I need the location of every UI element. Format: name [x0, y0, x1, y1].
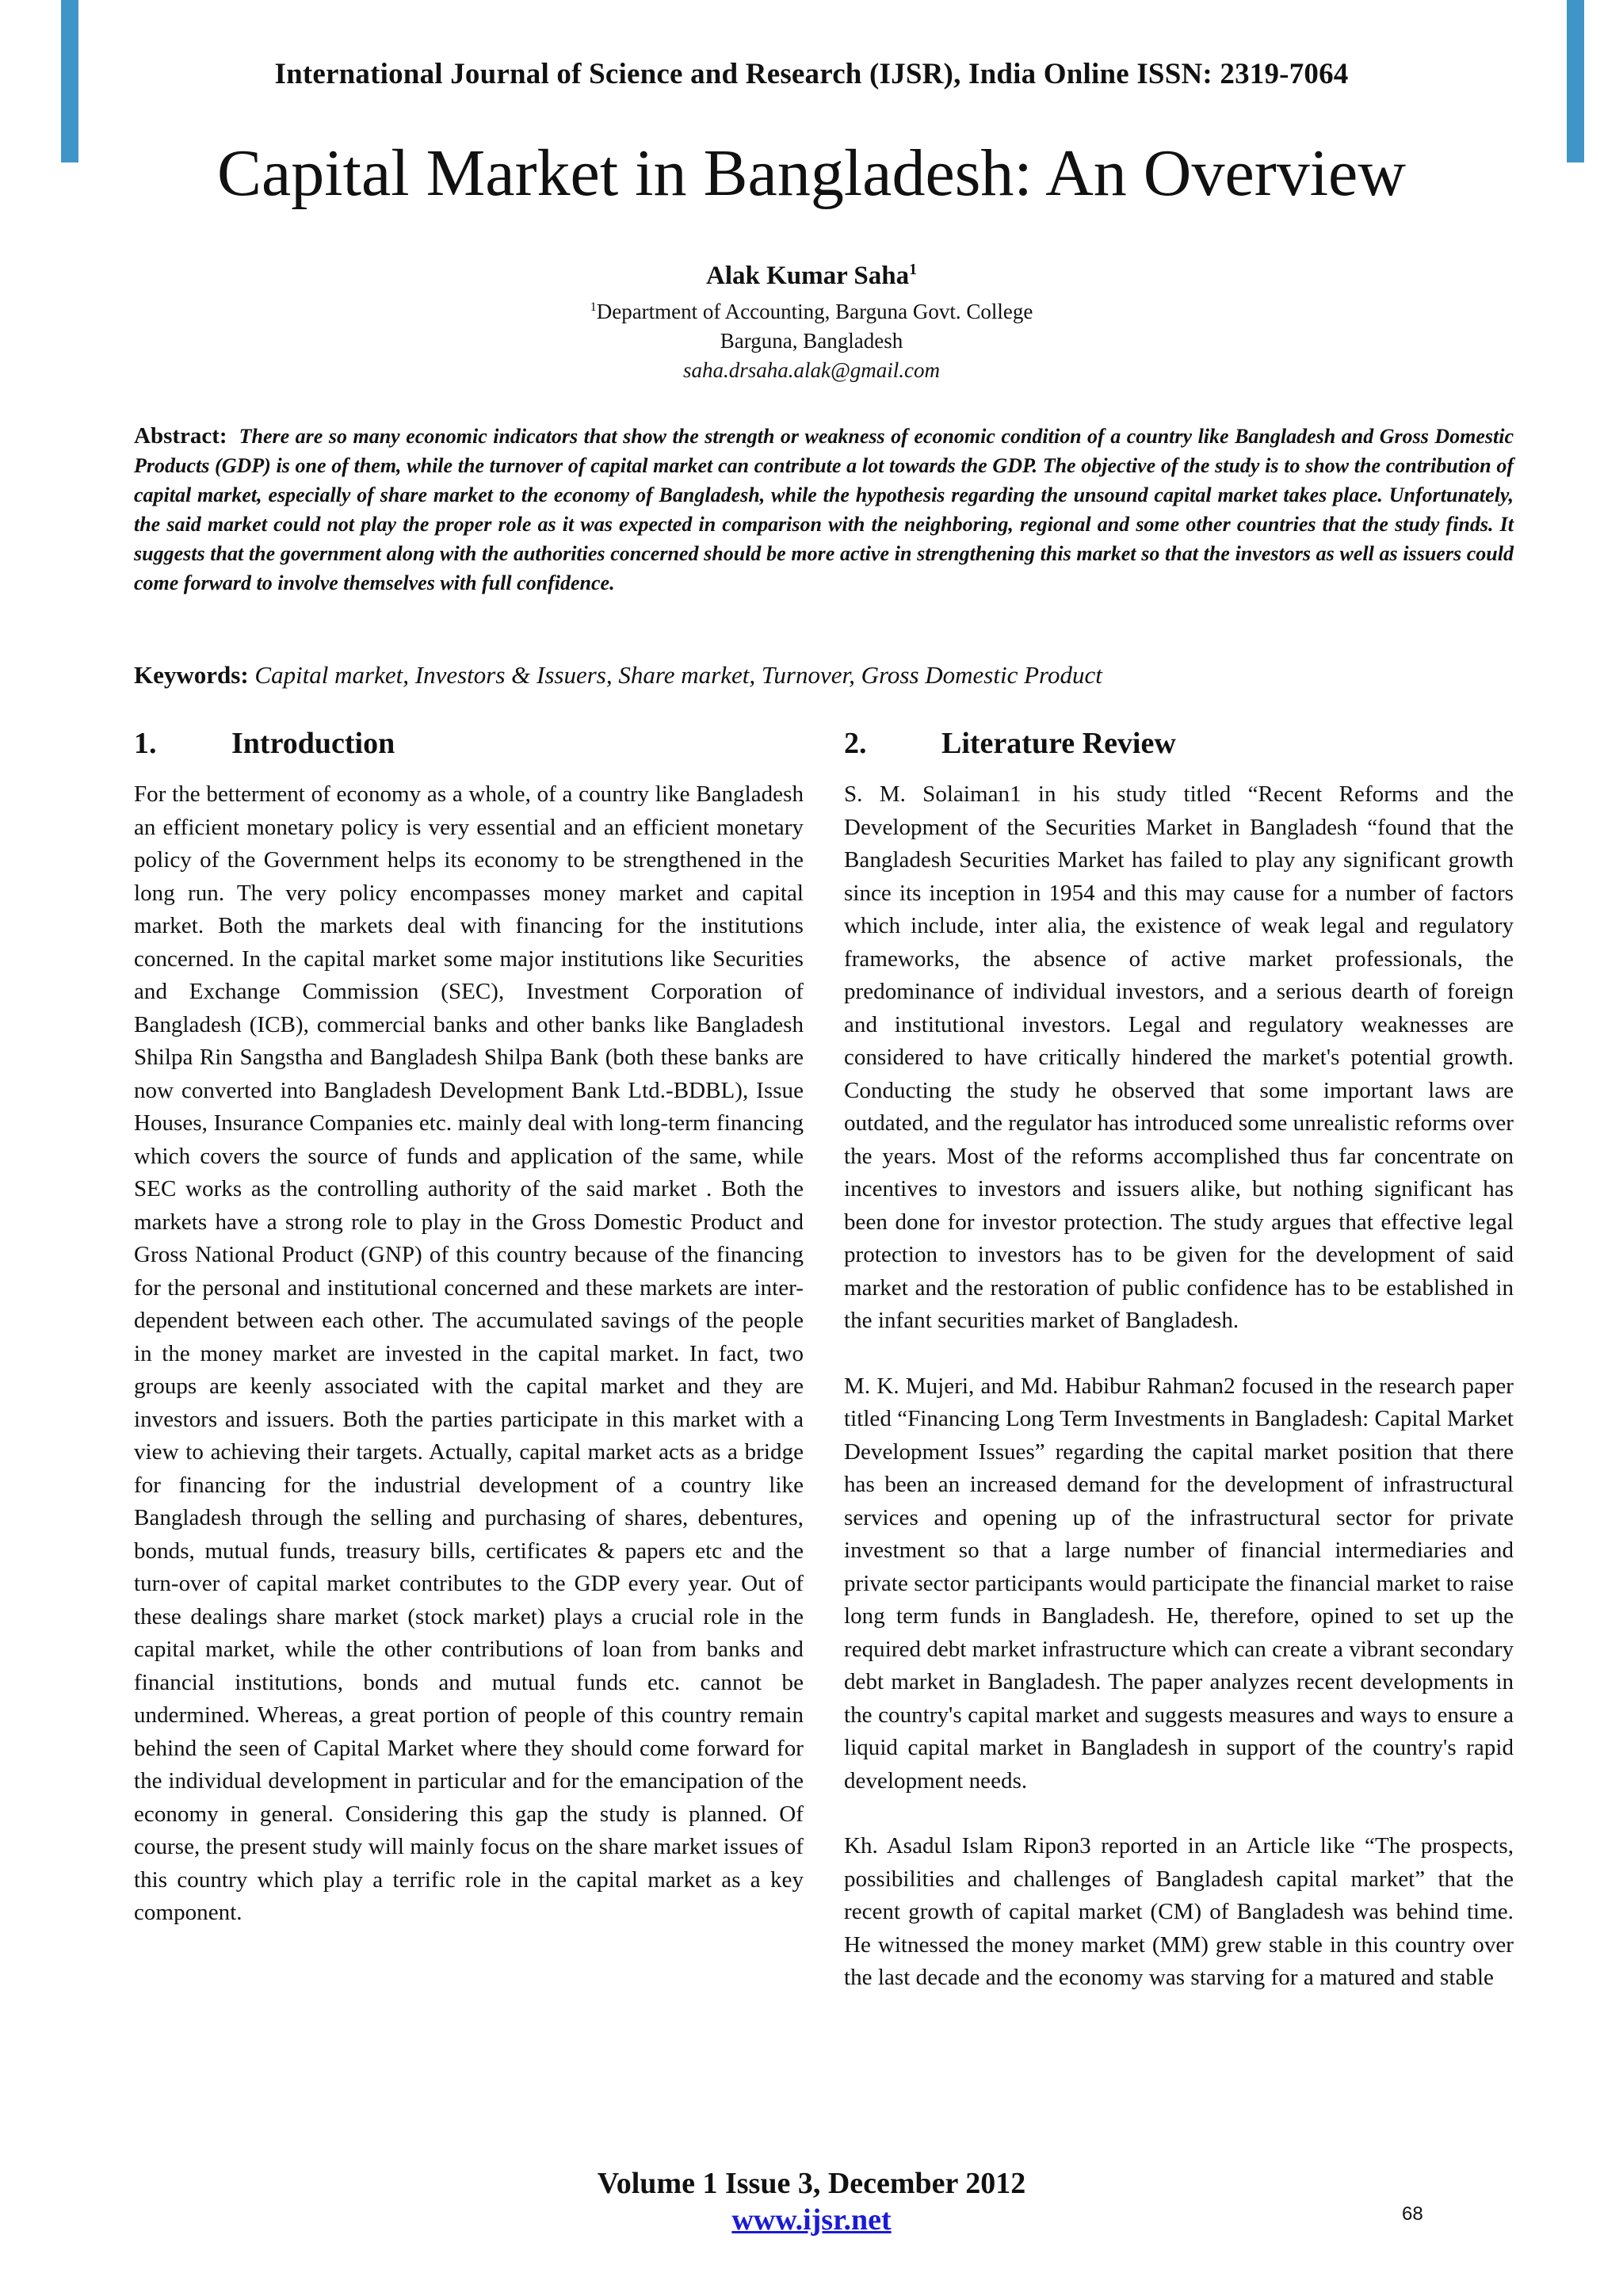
author-name-text: Alak Kumar Saha — [705, 262, 910, 290]
author-superscript: 1 — [909, 261, 917, 278]
volume-info: Volume 1 Issue 3, December 2012 — [597, 2167, 1026, 2200]
abstract-label: Abstract: — [134, 423, 227, 449]
department-line — [0, 297, 1623, 327]
keywords-text: Capital market, Investors & Issuers, Share market, Turnover, Gross Domestic Product — [254, 661, 1102, 689]
affiliation-block — [0, 297, 1623, 385]
section-heading-literature-review — [844, 726, 1514, 761]
paragraph: Kh. Asadul Islam Ripon3 reported in an Article like “The prospects, possibilities and challenges of Bangladesh capital market” that the recent growth of capital market (CM) of Bangladesh was behind time. He witnessed the money market (MM) grew stable in this country over the last decade and the economy was starving for a matured and stable — [844, 1833, 1514, 1990]
section-heading-introduction — [134, 726, 804, 761]
section-title: Introduction — [231, 727, 395, 760]
left-column — [134, 726, 804, 1962]
paragraph: For the betterment of economy as a whole, of a country like Bangladesh an efficient monetary policy is very essential and an efficient monetary policy of the Government helps its economy to be strengthened in the long run. The very policy encompasses money market and capital market. Both the markets deal with financing for the institutions concerned. In the capital market some major institutions like Securities and Exchange Commission (SEC), Investment Corporation of Bangladesh (ICB), commercial banks and other banks like Bangladesh Shilpa Rin Sangstha and Bangladesh Shilpa Bank (both these banks are now converted into Bangladesh Development Bank Ltd.-BDBL), Issue Houses, Insurance Companies etc. mainly deal with long-term financing which covers the source of funds and application of the same, while SEC works as the controlling authority of the said market . Both the markets have a strong role to play in the Gross Domestic Product and Gross National Product (GNP) of this country because of the financing for the personal and institutional concerned and these markets are inter-dependent between each other. The accumulated savings of the people in the money market are invested in the capital market. In fact, two groups are keenly associated with the capital market and they are investors and issuers. Both the parties participate in this market with a view to achieving their targets. Actually, capital market acts as a bridge for financing for the industrial development of a country like Bangladesh through the selling and purchasing of shares, debentures, bonds, mutual funds, treasury bills, certificates & papers etc and the turn-over of capital market contributes to the GDP every year. Out of these dealings share market (stock market) plays a crucial role in the capital market, while the other contributions of loan from banks and financial institutions, bonds and mutual funds etc. cannot be undermined. Whereas, a great portion of people of this country remain behind the seen of Capital Market where they should come forward for the individual development in particular and for the emancipation of the economy in general. Considering this gap the study is planned. Of course, the present study will mainly focus on the share market issues of this country which play a terrific role in the capital market as a key component. — [134, 781, 804, 1925]
author-email[interactable]: saha.drsaha.alak@gmail.com — [682, 358, 941, 382]
abstract — [134, 422, 1514, 598]
section-title: Literature Review — [941, 727, 1176, 760]
paragraph: M. K. Mujeri, and Md. Habibur Rahman2 focused in the research paper titled “Financing Long Term Investments in Bangladesh: Capital Market Development Issues” regarding the capital market position that there has been an increased demand for the development of infrastructural services and opening up of the infrastructural sector for private investment so that a large number of financial intermediaries and private sector participants would participate the financial market to raise long term funds in Bangladesh. He, therefore, opined to set up the required debt market infrastructure which can create a vibrant secondary debt market in Bangladesh. The paper analyzes recent developments in the country's capital market and suggests measures and ways to ensure a liquid capital market in Bangladesh in support of the country's rapid development needs. — [844, 1373, 1514, 1794]
journal-link[interactable]: www.ijsr.net — [731, 2203, 892, 2237]
affiliation-superscript: 1 — [590, 300, 597, 314]
department-text: Department of Accounting, Barguna Govt. College — [596, 300, 1033, 323]
location-line: Barguna, Bangladesh — [720, 329, 903, 353]
page-footer — [0, 2165, 1623, 2238]
keywords — [134, 659, 1514, 691]
paragraph: S. M. Solaiman1 in his study titled “Recent Reforms and the Development of the Securities Market in Bangladesh “found that the Bangladesh Securities Market has failed to play any significant growth since its inception in 1954 and this may cause for a number of factors which include, inter alia, the existence of weak legal and regulatory frameworks, the absence of active market professionals, the predominance of individual investors, and a serious dearth of foreign and institutional investors. Legal and regulatory weaknesses are considered to have critically hindered the market's potential growth. Conducting the study he observed that some important laws are outdated, and the regulator has introduced some unrealistic reforms over the years. Most of the reforms accomplished thus far concentrate on incentives to investors and issuers alike, but nothing significant has been done for investor protection. The study argues that effective legal protection to investors has to be given for the development of said market and the restoration of public confidence has to be established in the infant securities market of Bangladesh. — [844, 781, 1514, 1333]
author-name — [0, 262, 1623, 291]
journal-header: International Journal of Science and Research (IJSR), India Online ISSN: 2319-7064 — [274, 58, 1349, 90]
section-number: 2. — [844, 727, 867, 760]
paper-title: Capital Market in Bangladesh: An Overview — [217, 136, 1406, 210]
right-column — [844, 726, 1514, 2027]
abstract-text: There are so many economic indicators that show the strength or weakness of economic condition of a country like Bangladesh and Gross Domestic Products (GDP) is one of them, while the turnover of capital market can contribute a lot towards the GDP. The objective of the study is to show the contribution of capital market, especially of share market to the economy of Bangladesh, while the hypothesis regarding the unsound capital market takes place. Unfortunately, the said market could not play the proper role as it was expected in comparison with the neighboring, regional and some other countries that the study finds. It suggests that the government along with the authorities concerned should be more active in strengthening this market so that the investors as well as issuers could come forward to involve themselves with full confidence. — [134, 425, 1514, 594]
page-number: 68 — [1402, 2203, 1423, 2225]
keywords-label: Keywords: — [134, 661, 249, 689]
section-number: 1. — [134, 727, 157, 760]
